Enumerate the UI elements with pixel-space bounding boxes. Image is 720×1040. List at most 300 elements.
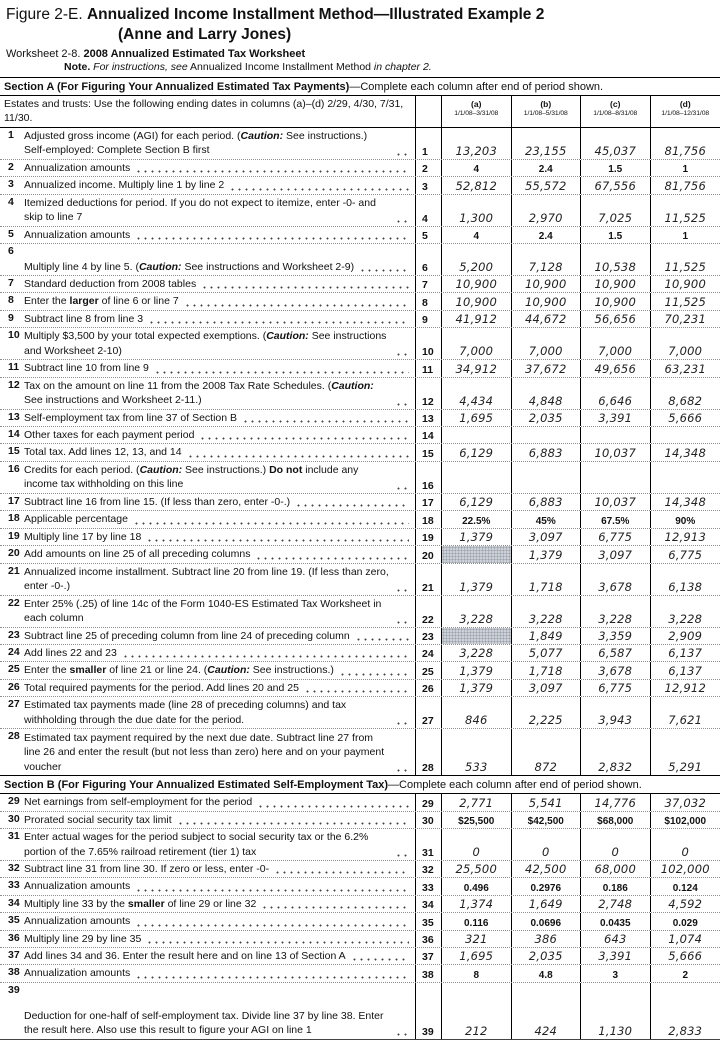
value-cell-a	[442, 360, 512, 376]
table-row	[0, 195, 720, 227]
dot-leader	[339, 671, 409, 676]
row-number: 5	[0, 227, 24, 243]
row-number: 25	[0, 662, 24, 678]
value-d: 5,291	[668, 760, 702, 774]
value-cell-a	[442, 878, 512, 894]
value-cell-a	[442, 293, 512, 309]
value-a: 5,200	[459, 260, 493, 274]
value-cell-d	[651, 195, 720, 226]
value-cell-d	[651, 511, 720, 527]
row-number: 26	[0, 680, 24, 696]
row-line-number: 6	[416, 244, 442, 275]
row-line-number: 26	[416, 680, 442, 696]
section-b-header-rest: —Complete each column after end of period shown.	[388, 779, 642, 791]
row-label: Annualized income installment. Subtract line 20 from line 19. (If less than zero, enter -0-.)	[24, 565, 390, 594]
value-cell-b	[512, 729, 582, 775]
table-row	[0, 948, 720, 965]
value-cell-c	[581, 177, 651, 193]
value-cell-c	[581, 227, 651, 243]
dot-leader	[395, 218, 409, 223]
value-d: 6,138	[668, 580, 702, 594]
value-cell-a	[442, 794, 512, 810]
row-description-cell	[0, 511, 416, 527]
value-cell-b	[512, 276, 582, 292]
value-cell-a	[442, 913, 512, 929]
value-cell-d	[651, 564, 720, 595]
row-number: 10	[0, 328, 24, 359]
value-a: 1,379	[459, 530, 493, 544]
value-cell-a	[442, 227, 512, 243]
dot-leader	[395, 767, 409, 772]
column-header-d	[651, 96, 720, 127]
value-cell-a	[442, 195, 512, 226]
row-number: 22	[0, 596, 24, 627]
value-cell-c	[581, 861, 651, 877]
row-description-cell	[0, 128, 416, 159]
row-line-number: 2	[416, 160, 442, 176]
row-number: 36	[0, 931, 24, 947]
value-cell-b	[512, 462, 582, 493]
value-cell-b	[512, 948, 582, 964]
value-c: 10,037	[595, 495, 636, 509]
value-cell-b	[512, 427, 582, 443]
row-line-number: 21	[416, 564, 442, 595]
section-b-header	[0, 775, 720, 794]
value-d: 4,592	[668, 897, 702, 911]
row-description-cell	[0, 360, 416, 376]
value-cell-c	[581, 462, 651, 493]
value-cell-c	[581, 328, 651, 359]
row-label: Net earnings from self-employment for the period	[24, 795, 252, 809]
table-row	[0, 931, 720, 948]
row-label: Total required payments for the period. Add lines 20 and 25	[24, 681, 299, 695]
row-line-number: 36	[416, 931, 442, 947]
value-d: $102,000	[664, 816, 706, 827]
value-d: 1,074	[668, 932, 702, 946]
row-number: 9	[0, 311, 24, 327]
value-cell-c	[581, 529, 651, 545]
dot-leader	[135, 235, 409, 240]
value-c: 14,776	[595, 796, 636, 810]
value-cell-b	[512, 965, 582, 981]
table-row	[0, 360, 720, 377]
row-number: 29	[0, 794, 24, 810]
row-description-cell	[0, 564, 416, 595]
value-cell-a	[442, 529, 512, 545]
value-cell-d	[651, 494, 720, 510]
value-a: 1,300	[459, 211, 493, 225]
value-a: 1,379	[459, 580, 493, 594]
value-cell-a	[442, 861, 512, 877]
value-cell-b	[512, 529, 582, 545]
value-cell-c	[581, 965, 651, 981]
value-d: 10,900	[665, 277, 706, 291]
value-b: 1,718	[529, 664, 563, 678]
row-line-number: 10	[416, 328, 442, 359]
row-description-cell	[0, 878, 416, 894]
value-cell-d	[651, 160, 720, 176]
value-b: 6,883	[529, 495, 563, 509]
dot-leader	[122, 653, 409, 658]
row-label: Itemized deductions for period. If you do not expect to itemize, enter -0- and skip to line 7	[24, 196, 390, 225]
row-description-cell	[0, 829, 416, 860]
column-key: (b)	[540, 99, 551, 109]
row-description-cell	[0, 794, 416, 810]
value-a: 6,129	[459, 446, 493, 460]
value-cell-d	[651, 662, 720, 678]
value-c: 6,587	[598, 646, 632, 660]
value-cell-b	[512, 328, 582, 359]
value-d: 8,682	[668, 394, 702, 408]
value-cell-a	[442, 729, 512, 775]
row-label: Annualized income. Multiply line 1 by line 2	[24, 178, 224, 192]
row-description-cell	[0, 983, 416, 1039]
row-line-number: 25	[416, 662, 442, 678]
value-c: 45,037	[595, 144, 636, 158]
value-c: 68,000	[595, 862, 636, 876]
row-number: 33	[0, 878, 24, 894]
table-row	[0, 680, 720, 697]
table-row	[0, 328, 720, 360]
value-d: 81,756	[665, 144, 706, 158]
dot-leader	[261, 904, 409, 909]
row-number: 24	[0, 645, 24, 661]
row-description-cell	[0, 896, 416, 912]
column-header-c	[581, 96, 651, 127]
value-cell-d	[651, 913, 720, 929]
table-row	[0, 427, 720, 444]
column-header-a	[442, 96, 512, 127]
value-a: 4	[473, 164, 479, 175]
table-row	[0, 861, 720, 878]
section-a-rows	[0, 128, 720, 775]
value-cell-c	[581, 276, 651, 292]
value-cell-a	[442, 244, 512, 275]
value-cell-b	[512, 829, 582, 860]
value-c: 10,037	[595, 446, 636, 460]
value-b: 424	[534, 1024, 557, 1038]
row-line-number: 31	[416, 829, 442, 860]
value-cell-b	[512, 244, 582, 275]
value-c: 3,678	[598, 580, 632, 594]
row-line-number: 24	[416, 645, 442, 661]
note-line: Note. For instructions, see Annualized Income Installment Method in chapter 2.	[0, 61, 720, 77]
row-number: 19	[0, 529, 24, 545]
dot-leader	[395, 485, 409, 490]
value-a: 1,374	[459, 897, 493, 911]
row-line-number: 16	[416, 462, 442, 493]
value-b: 1,718	[529, 580, 563, 594]
dot-leader	[148, 319, 409, 324]
dot-leader	[135, 887, 409, 892]
table-row	[0, 511, 720, 528]
value-d: 0.029	[673, 918, 698, 929]
value-cell-d	[651, 931, 720, 947]
column-key: (d)	[680, 99, 691, 109]
row-number: 32	[0, 861, 24, 877]
row-label: Other taxes for each payment period	[24, 428, 194, 442]
row-line-number: 11	[416, 360, 442, 376]
table-row	[0, 128, 720, 160]
row-description-cell	[0, 410, 416, 426]
row-description-cell	[0, 494, 416, 510]
dot-leader	[359, 267, 409, 272]
row-description-cell	[0, 177, 416, 193]
value-c: 0.0435	[600, 918, 631, 929]
value-b: 7,000	[529, 344, 563, 358]
value-cell-b	[512, 494, 582, 510]
value-cell-b	[512, 128, 582, 159]
value-cell-d	[651, 680, 720, 696]
value-b: 37,672	[525, 362, 566, 376]
row-number: 27	[0, 697, 24, 728]
value-a: 10,900	[456, 277, 497, 291]
value-cell-c	[581, 511, 651, 527]
value-c: 3,391	[598, 949, 632, 963]
value-c: 1,130	[598, 1024, 632, 1038]
figure-label: Figure 2-E.	[6, 6, 83, 23]
dot-leader	[146, 939, 409, 944]
dot-leader	[395, 852, 409, 857]
value-cell-d	[651, 829, 720, 860]
value-cell-a	[442, 896, 512, 912]
worksheet-line	[0, 47, 720, 61]
value-cell-a	[442, 494, 512, 510]
dot-leader	[274, 869, 409, 874]
value-cell-d	[651, 427, 720, 443]
value-b: 1,849	[529, 629, 563, 643]
value-cell-d	[651, 546, 720, 562]
table-row	[0, 829, 720, 861]
value-cell-d	[651, 896, 720, 912]
value-c: 2,748	[598, 897, 632, 911]
row-description-cell	[0, 311, 416, 327]
value-a: 34,912	[456, 362, 497, 376]
value-c: 1.5	[608, 164, 622, 175]
value-cell-d	[651, 983, 720, 1039]
worksheet-table	[0, 77, 720, 1040]
value-cell-c	[581, 360, 651, 376]
table-row	[0, 983, 720, 1039]
table-row	[0, 462, 720, 494]
row-label: Multiply line 4 by line 5. (Caution: See instructions and Worksheet 2-9)	[24, 260, 354, 274]
dot-leader	[135, 922, 409, 927]
value-cell-d	[651, 596, 720, 627]
value-cell-a	[442, 427, 512, 443]
row-label: Enter the smaller of line 21 or line 24. (Caution: See instructions.)	[24, 663, 334, 677]
row-label: Multiply line 33 by the smaller of line 29 or line 32	[24, 897, 256, 911]
value-d: 81,756	[665, 179, 706, 193]
row-line-number: 13	[416, 410, 442, 426]
column-header-b	[512, 96, 582, 127]
row-description-cell	[0, 645, 416, 661]
value-cell-c	[581, 378, 651, 409]
value-b: 1,649	[529, 897, 563, 911]
value-a: 1,695	[459, 949, 493, 963]
row-label: Enter actual wages for the period subject to social security tax or the 6.2% portion of the 7.65% railroad retirement (tier 1) tax	[24, 830, 390, 859]
value-cell-c	[581, 878, 651, 894]
value-a: 0.496	[464, 883, 489, 894]
row-number: 4	[0, 195, 24, 226]
row-label: Add lines 34 and 36. Enter the result here and on line 13 of Section A	[24, 949, 346, 963]
dot-leader	[177, 820, 409, 825]
dot-leader	[395, 151, 409, 156]
value-cell-d	[651, 360, 720, 376]
row-description-cell	[0, 328, 416, 359]
value-cell-c	[581, 913, 651, 929]
value-cell-a	[442, 812, 512, 828]
dot-leader	[154, 369, 409, 374]
value-c: 0.186	[603, 883, 628, 894]
row-description-cell	[0, 680, 416, 696]
row-description-cell	[0, 697, 416, 728]
value-cell-a	[442, 965, 512, 981]
value-a: 10,900	[456, 295, 497, 309]
row-line-number: 34	[416, 896, 442, 912]
table-row	[0, 546, 720, 563]
row-description-cell	[0, 444, 416, 460]
row-line-number: 37	[416, 948, 442, 964]
column-dates: 1/1/08–5/31/08	[524, 109, 568, 118]
value-a: 533	[465, 760, 488, 774]
value-cell-c	[581, 546, 651, 562]
row-label: Multiply $3,500 by your total expected exemptions. (Caution: See instructions and Worksheet 2-10)	[24, 329, 390, 358]
value-cell-a	[442, 697, 512, 728]
section-a-header-bold: Section A (For Figuring Your Annualized Estimated Tax Payments)	[4, 81, 349, 93]
value-cell-c	[581, 494, 651, 510]
value-c: 10,900	[595, 277, 636, 291]
row-label: Annualization amounts	[24, 161, 130, 175]
value-cell-a	[442, 662, 512, 678]
value-cell-c	[581, 427, 651, 443]
table-row	[0, 244, 720, 276]
value-a: 4	[473, 231, 479, 242]
value-c: $68,000	[597, 816, 633, 827]
value-d: 5,666	[668, 949, 702, 963]
row-label: Add amounts on line 25 of all preceding columns	[24, 547, 250, 561]
value-c: 3,391	[598, 411, 632, 425]
value-a: 0.116	[464, 918, 488, 929]
value-cell-d	[651, 812, 720, 828]
value-cell-b	[512, 227, 582, 243]
row-label: Annualization amounts	[24, 966, 130, 980]
value-cell-c	[581, 829, 651, 860]
value-d: 3,228	[668, 612, 702, 626]
table-row	[0, 729, 720, 775]
row-line-number: 23	[416, 628, 442, 644]
row-description-cell	[0, 729, 416, 775]
row-description-cell	[0, 195, 416, 226]
value-a: 846	[465, 713, 488, 727]
value-cell-d	[651, 444, 720, 460]
value-b: 2,970	[529, 211, 563, 225]
value-cell-d	[651, 729, 720, 775]
value-cell-b	[512, 861, 582, 877]
dot-leader	[187, 453, 409, 458]
row-label: Prorated social security tax limit	[24, 813, 172, 827]
value-cell-d	[651, 628, 720, 644]
value-a: 6,129	[459, 495, 493, 509]
value-c: 6,775	[598, 681, 632, 695]
table-row	[0, 697, 720, 729]
value-b: 42,500	[525, 862, 566, 876]
value-c: 6,775	[598, 530, 632, 544]
section-b-rows	[0, 794, 720, 1039]
value-cell-c	[581, 293, 651, 309]
value-a: 1,379	[459, 664, 493, 678]
row-line-number: 28	[416, 729, 442, 775]
worksheet-label: Worksheet 2-8.	[6, 48, 80, 60]
table-row	[0, 378, 720, 410]
value-cell-d	[651, 276, 720, 292]
row-number: 21	[0, 564, 24, 595]
row-label: Annualization amounts	[24, 879, 130, 893]
row-number: 8	[0, 293, 24, 309]
value-b: 1,379	[529, 548, 563, 562]
value-cell-d	[651, 697, 720, 728]
value-d: 0	[681, 845, 689, 859]
estates-note-cell	[0, 96, 416, 127]
value-b: 0.2976	[530, 883, 561, 894]
figure-title-text: Annualized Income Installment Method—Illustrated Example 2	[87, 6, 544, 23]
row-description-cell	[0, 244, 416, 275]
column-dates: 1/1/08–12/31/08	[661, 109, 709, 118]
row-line-number: 29	[416, 794, 442, 810]
row-number: 23	[0, 628, 24, 644]
table-row	[0, 276, 720, 293]
column-header-row	[0, 96, 720, 128]
value-b: 3,097	[529, 681, 563, 695]
section-a-header	[0, 78, 720, 96]
value-d: 1	[682, 231, 688, 242]
value-a: 4,434	[459, 394, 493, 408]
table-row	[0, 645, 720, 662]
value-c: 3,678	[598, 664, 632, 678]
value-a: 0	[472, 845, 480, 859]
table-row	[0, 529, 720, 546]
value-cell-d	[651, 378, 720, 409]
value-b: 5,541	[529, 796, 563, 810]
value-cell-a	[442, 328, 512, 359]
value-cell-a	[442, 311, 512, 327]
table-row	[0, 227, 720, 244]
value-d: 2,909	[668, 629, 702, 643]
row-description-cell	[0, 913, 416, 929]
value-cell-c	[581, 697, 651, 728]
dot-leader	[133, 520, 409, 525]
row-line-number: 33	[416, 878, 442, 894]
value-d: 11,525	[665, 211, 706, 225]
value-cell-a	[442, 160, 512, 176]
row-line-number: 35	[416, 913, 442, 929]
table-row	[0, 444, 720, 461]
value-cell-c	[581, 195, 651, 226]
value-cell-a	[442, 948, 512, 964]
row-line-number: 7	[416, 276, 442, 292]
row-number: 37	[0, 948, 24, 964]
row-label: Enter the larger of line 6 or line 7	[24, 294, 179, 308]
value-cell-b	[512, 896, 582, 912]
table-row	[0, 596, 720, 628]
column-dates: 1/1/08–8/31/08	[593, 109, 637, 118]
value-cell-b	[512, 878, 582, 894]
value-cell-c	[581, 628, 651, 644]
row-line-number: 22	[416, 596, 442, 627]
value-cell-b	[512, 645, 582, 661]
value-d: 37,032	[665, 796, 706, 810]
row-description-cell	[0, 160, 416, 176]
row-number: 17	[0, 494, 24, 510]
